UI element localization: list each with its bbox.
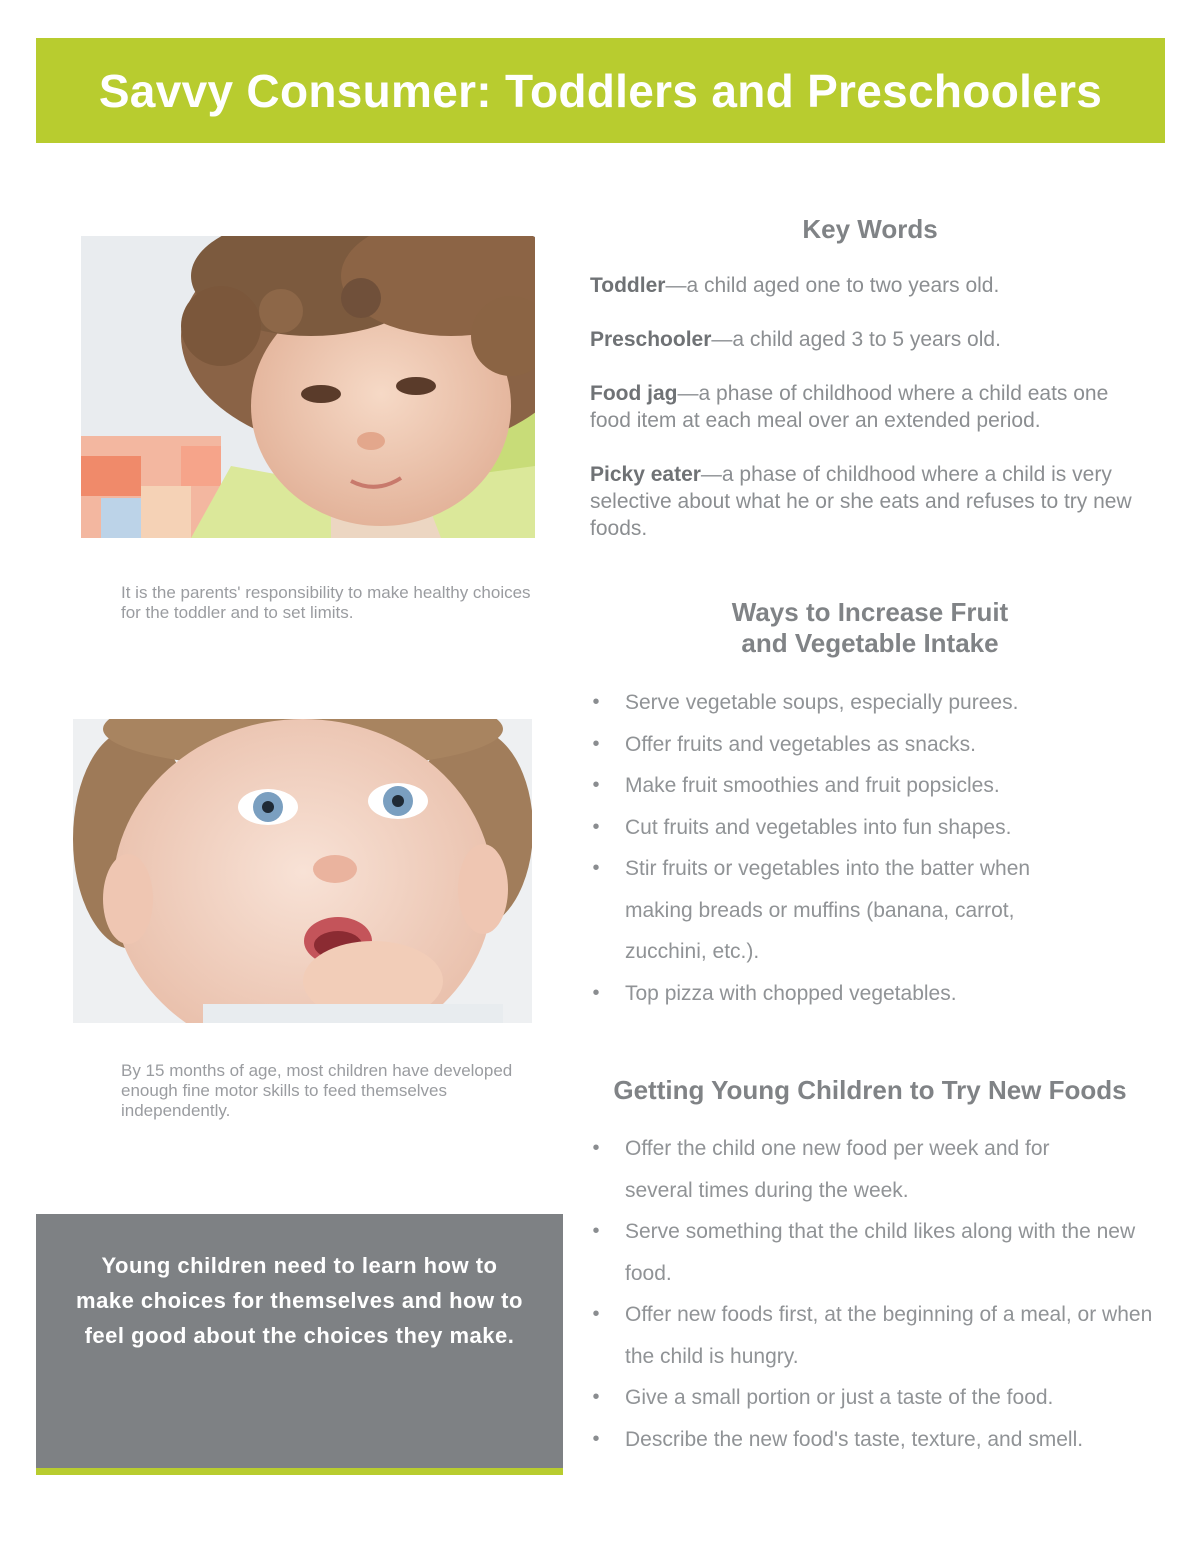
try-new-foods-heading: Getting Young Children to Try New Foods [613,1075,1127,1105]
definition: —a phase of childhood where a child is very selective about what he or she eats and refuses to try new foods. [590,463,1132,540]
toddler-eating-photo [73,719,532,1023]
definition: —a child aged 3 to 5 years old. [711,328,1001,351]
bullet-icon: • [592,857,600,879]
bullet-icon: • [592,981,600,1004]
bullet-icon: • [592,815,600,838]
key-word-food-jag [590,380,1150,434]
bullet-icon: • [592,691,600,713]
list-item [590,724,1160,766]
bullet-icon: • [592,774,600,796]
callout-accent-bar [36,1468,563,1475]
list-item-text: Stir fruits or vegetables into the batter when making breads or muffins (banana, carrot, zucchini, etc.). [625,857,1031,963]
callout-text: Young children need to learn how to make choices for themselves and how to feel good about the choices they make. [76,1253,523,1348]
key-word-picky-eater [590,461,1150,542]
photo-caption: By 15 months of age, most children have developed enough fine motor skills to feed themselves independently. [121,1061,513,1120]
list-item-text: Describe the new food's taste, texture, and smell. [625,1427,1084,1451]
bullet-icon: • [592,1427,600,1450]
try-new-foods-list [590,1128,1160,1460]
key-word-toddler [590,272,1150,299]
list-item-text: Offer fruits and vegetables as snacks. [625,732,976,756]
list-item [590,1294,1160,1377]
list-item [590,1377,1160,1419]
list-item [590,1128,1160,1211]
callout-box [36,1214,563,1468]
list-item-text: Offer the child one new food per week and for several times during the week. [625,1137,1050,1202]
bullet-icon: • [592,732,600,755]
list-item [590,1211,1160,1294]
list-item [590,682,1160,724]
list-item-text: Offer new foods first, at the beginning of a meal, or when the child is hungry. [625,1303,1153,1368]
list-item [590,1419,1160,1461]
term: Food jag [590,382,678,405]
list-item [590,765,1160,807]
key-words-heading: Key Words [802,214,938,244]
page-title: Savvy Consumer: Toddlers and Preschoolers [98,64,1103,117]
definition: —a phase of childhood where a child eats one food item at each meal over an extended period. [590,382,1109,432]
list-item-text: Top pizza with chopped vegetables. [625,981,957,1005]
term: Toddler [590,274,666,297]
term: Preschooler [590,328,712,351]
photo-caption: It is the parents' responsibility to make healthy choices for the toddler and to set limits. [121,583,531,622]
bullet-icon: • [592,1386,600,1408]
bullet-icon: • [592,1303,600,1325]
list-item [590,848,1160,973]
ways-heading-line1: Ways to Increase Fruit [731,597,1009,627]
ways-heading-line2: and Vegetable Intake [741,628,999,658]
title-banner [36,38,1165,143]
list-item [590,973,1160,1015]
list-item-text: Cut fruits and vegetables into fun shapes. [625,815,1012,839]
toddler-photo [81,236,535,538]
term: Picky eater [590,463,701,486]
list-item-text: Serve something that the child likes along with the new food. [625,1220,1136,1285]
list-item [590,807,1160,849]
bullet-icon: • [592,1220,600,1242]
key-word-preschooler [590,326,1150,353]
ways-heading [590,597,1150,659]
bullet-icon: • [592,1137,600,1159]
definition: —a child aged one to two years old. [665,274,1000,297]
ways-list [590,682,1160,1014]
list-item-text: Make fruit smoothies and fruit popsicles. [625,774,1000,797]
list-item-text: Give a small portion or just a taste of the food. [625,1386,1054,1409]
list-item-text: Serve vegetable soups, especially purees. [625,691,1019,714]
